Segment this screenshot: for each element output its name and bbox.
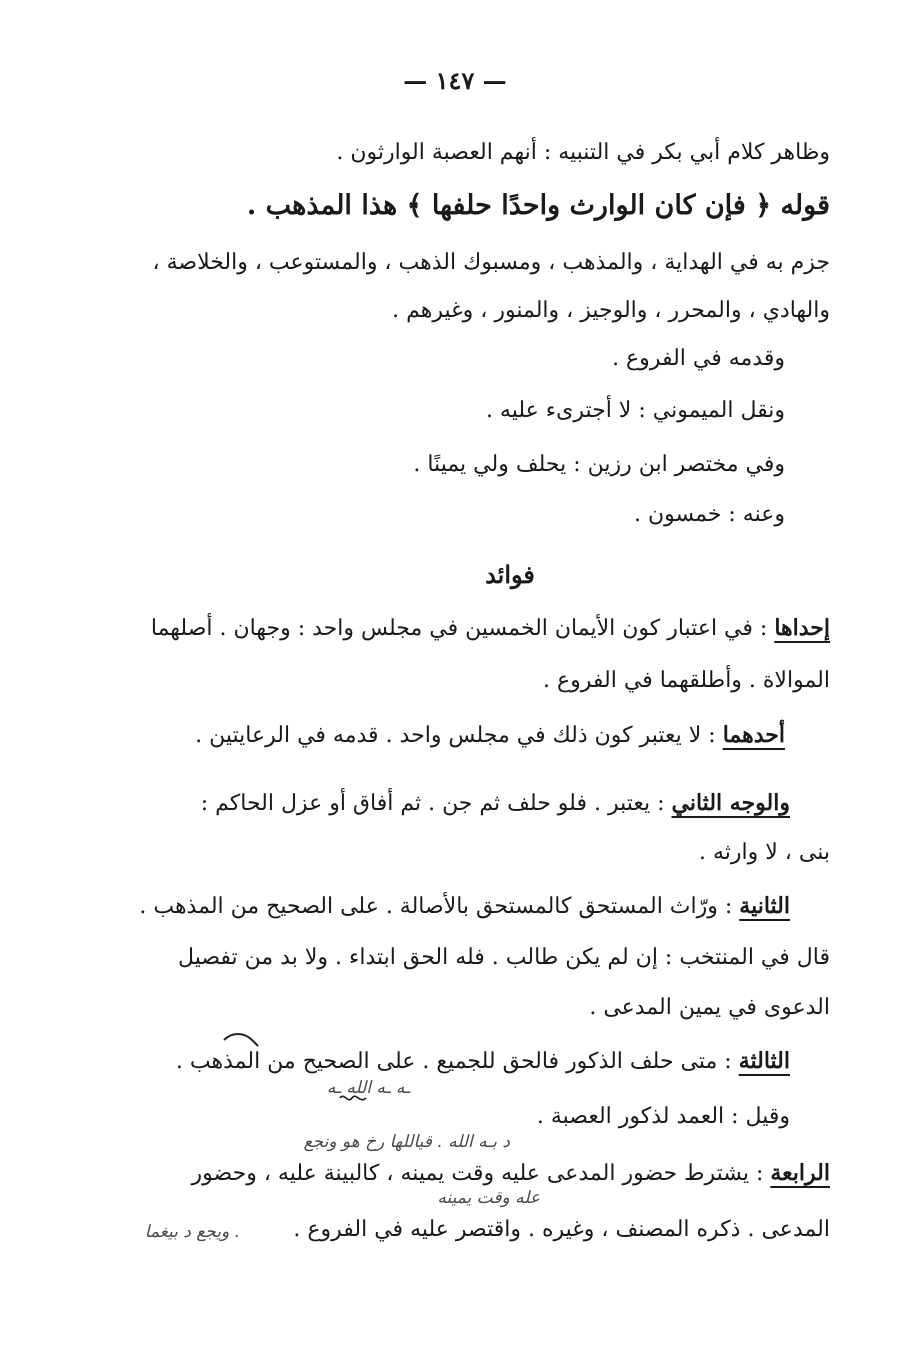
- paragraph-4-term: الثانية: [739, 893, 790, 919]
- paragraph-6-line-1: [176, 1048, 790, 1075]
- paragraph-3-line-2: بنى ، لا وارثه .: [699, 840, 830, 865]
- paragraph-5-line-1: قال في المنتخب : إن لم يكن طالب . فله الحق ابتداء . ولا بد من تفصيل: [178, 945, 830, 970]
- paragraph-2-term: أحدهما: [722, 722, 785, 748]
- text-line-3: جزم به في الهداية ، والمذهب ، ومسبوك الذهب ، والمستوعب ، والخلاصة ،: [152, 250, 830, 275]
- handwritten-annotation-1: ـه ـه الله ـه: [326, 1078, 410, 1098]
- paragraph-3-line-1: [201, 790, 790, 817]
- text-line-6: ونقل الميموني : لا أجترىء عليه .: [485, 398, 785, 423]
- handwritten-annotation-4: . ويجع د بيغما: [144, 1222, 240, 1242]
- text-line-8: وعنه : خمسون .: [633, 502, 785, 527]
- text-line-4: والهادي ، والمحرر ، والوجيز ، والمنور ، وغيرهم .: [392, 298, 830, 323]
- paragraph-4-text: : ورّاث المستحق كالمستحق بالأصالة . على الصحيح من المذهب .: [139, 894, 740, 919]
- paragraph-6-term: الثالثة: [738, 1048, 790, 1074]
- paragraph-3-term: والوجه الثاني: [671, 790, 790, 816]
- paragraph-3-text: : يعتبر . فلو حلف ثم جن . ثم أفاق أو عزل الحاكم :: [200, 791, 672, 816]
- paragraph-7-line-1: وقيل : العمد لذكور العصبة .: [536, 1104, 790, 1129]
- section-title-fawaid: فوائد: [485, 560, 535, 589]
- paragraph-1-text: : في اعتبار كون الأيمان الخمسين في مجلس واحد : وجهان . أصلهما: [150, 616, 775, 641]
- paragraph-8-line-1: [192, 1160, 830, 1187]
- paragraph-8-term: الرابعة: [770, 1160, 830, 1186]
- paragraph-2-line-1: [195, 722, 785, 749]
- paragraph-1-line-1: [151, 615, 830, 642]
- paragraph-6-text: : متى حلف الذكور فالحق للجميع . على الصحيح من المذهب .: [175, 1049, 739, 1074]
- paragraph-8-line-2: المدعى . ذكره المصنف ، وغيره . واقتصر عليه في الفروع .: [293, 1217, 830, 1242]
- page-number: — ١٤٧ —: [403, 66, 507, 95]
- text-line-7: وفي مختصر ابن رزين : يحلف ولي يمينًا .: [413, 452, 785, 477]
- paragraph-8-text: : يشترط حضور المدعى عليه وقت يمينه ، كالبينة عليه ، وحضور: [191, 1161, 771, 1186]
- text-line-1: وظاهر كلام أبي بكر في التنبيه : أنهم العصبة الوارثون .: [336, 140, 830, 165]
- handwritten-annotation-3: عله وقت يمينه: [437, 1188, 540, 1208]
- paragraph-2-text: : لا يعتبر كون ذلك في مجلس واحد . قدمه في الرعايتين .: [195, 723, 723, 748]
- quoted-phrase-line: قوله ﴿ فإن كان الوارث واحدًا حلفها ﴾ هذا المذهب .: [246, 190, 830, 221]
- paragraph-5-line-2: الدعوى في يمين المدعى .: [589, 995, 830, 1020]
- pen-mark-squiggle: [338, 1090, 368, 1106]
- pen-mark-curve: [222, 1030, 262, 1052]
- handwritten-annotation-2: د بـه الله . قياللها رخ هو ونجع: [303, 1132, 510, 1152]
- paragraph-4-line-1: [139, 893, 790, 920]
- text-line-5: وقدمه في الفروع .: [612, 346, 785, 371]
- paragraph-1-term: إحداها: [774, 615, 830, 641]
- paragraph-1-line-2: الموالاة . وأطلقهما في الفروع .: [543, 668, 830, 693]
